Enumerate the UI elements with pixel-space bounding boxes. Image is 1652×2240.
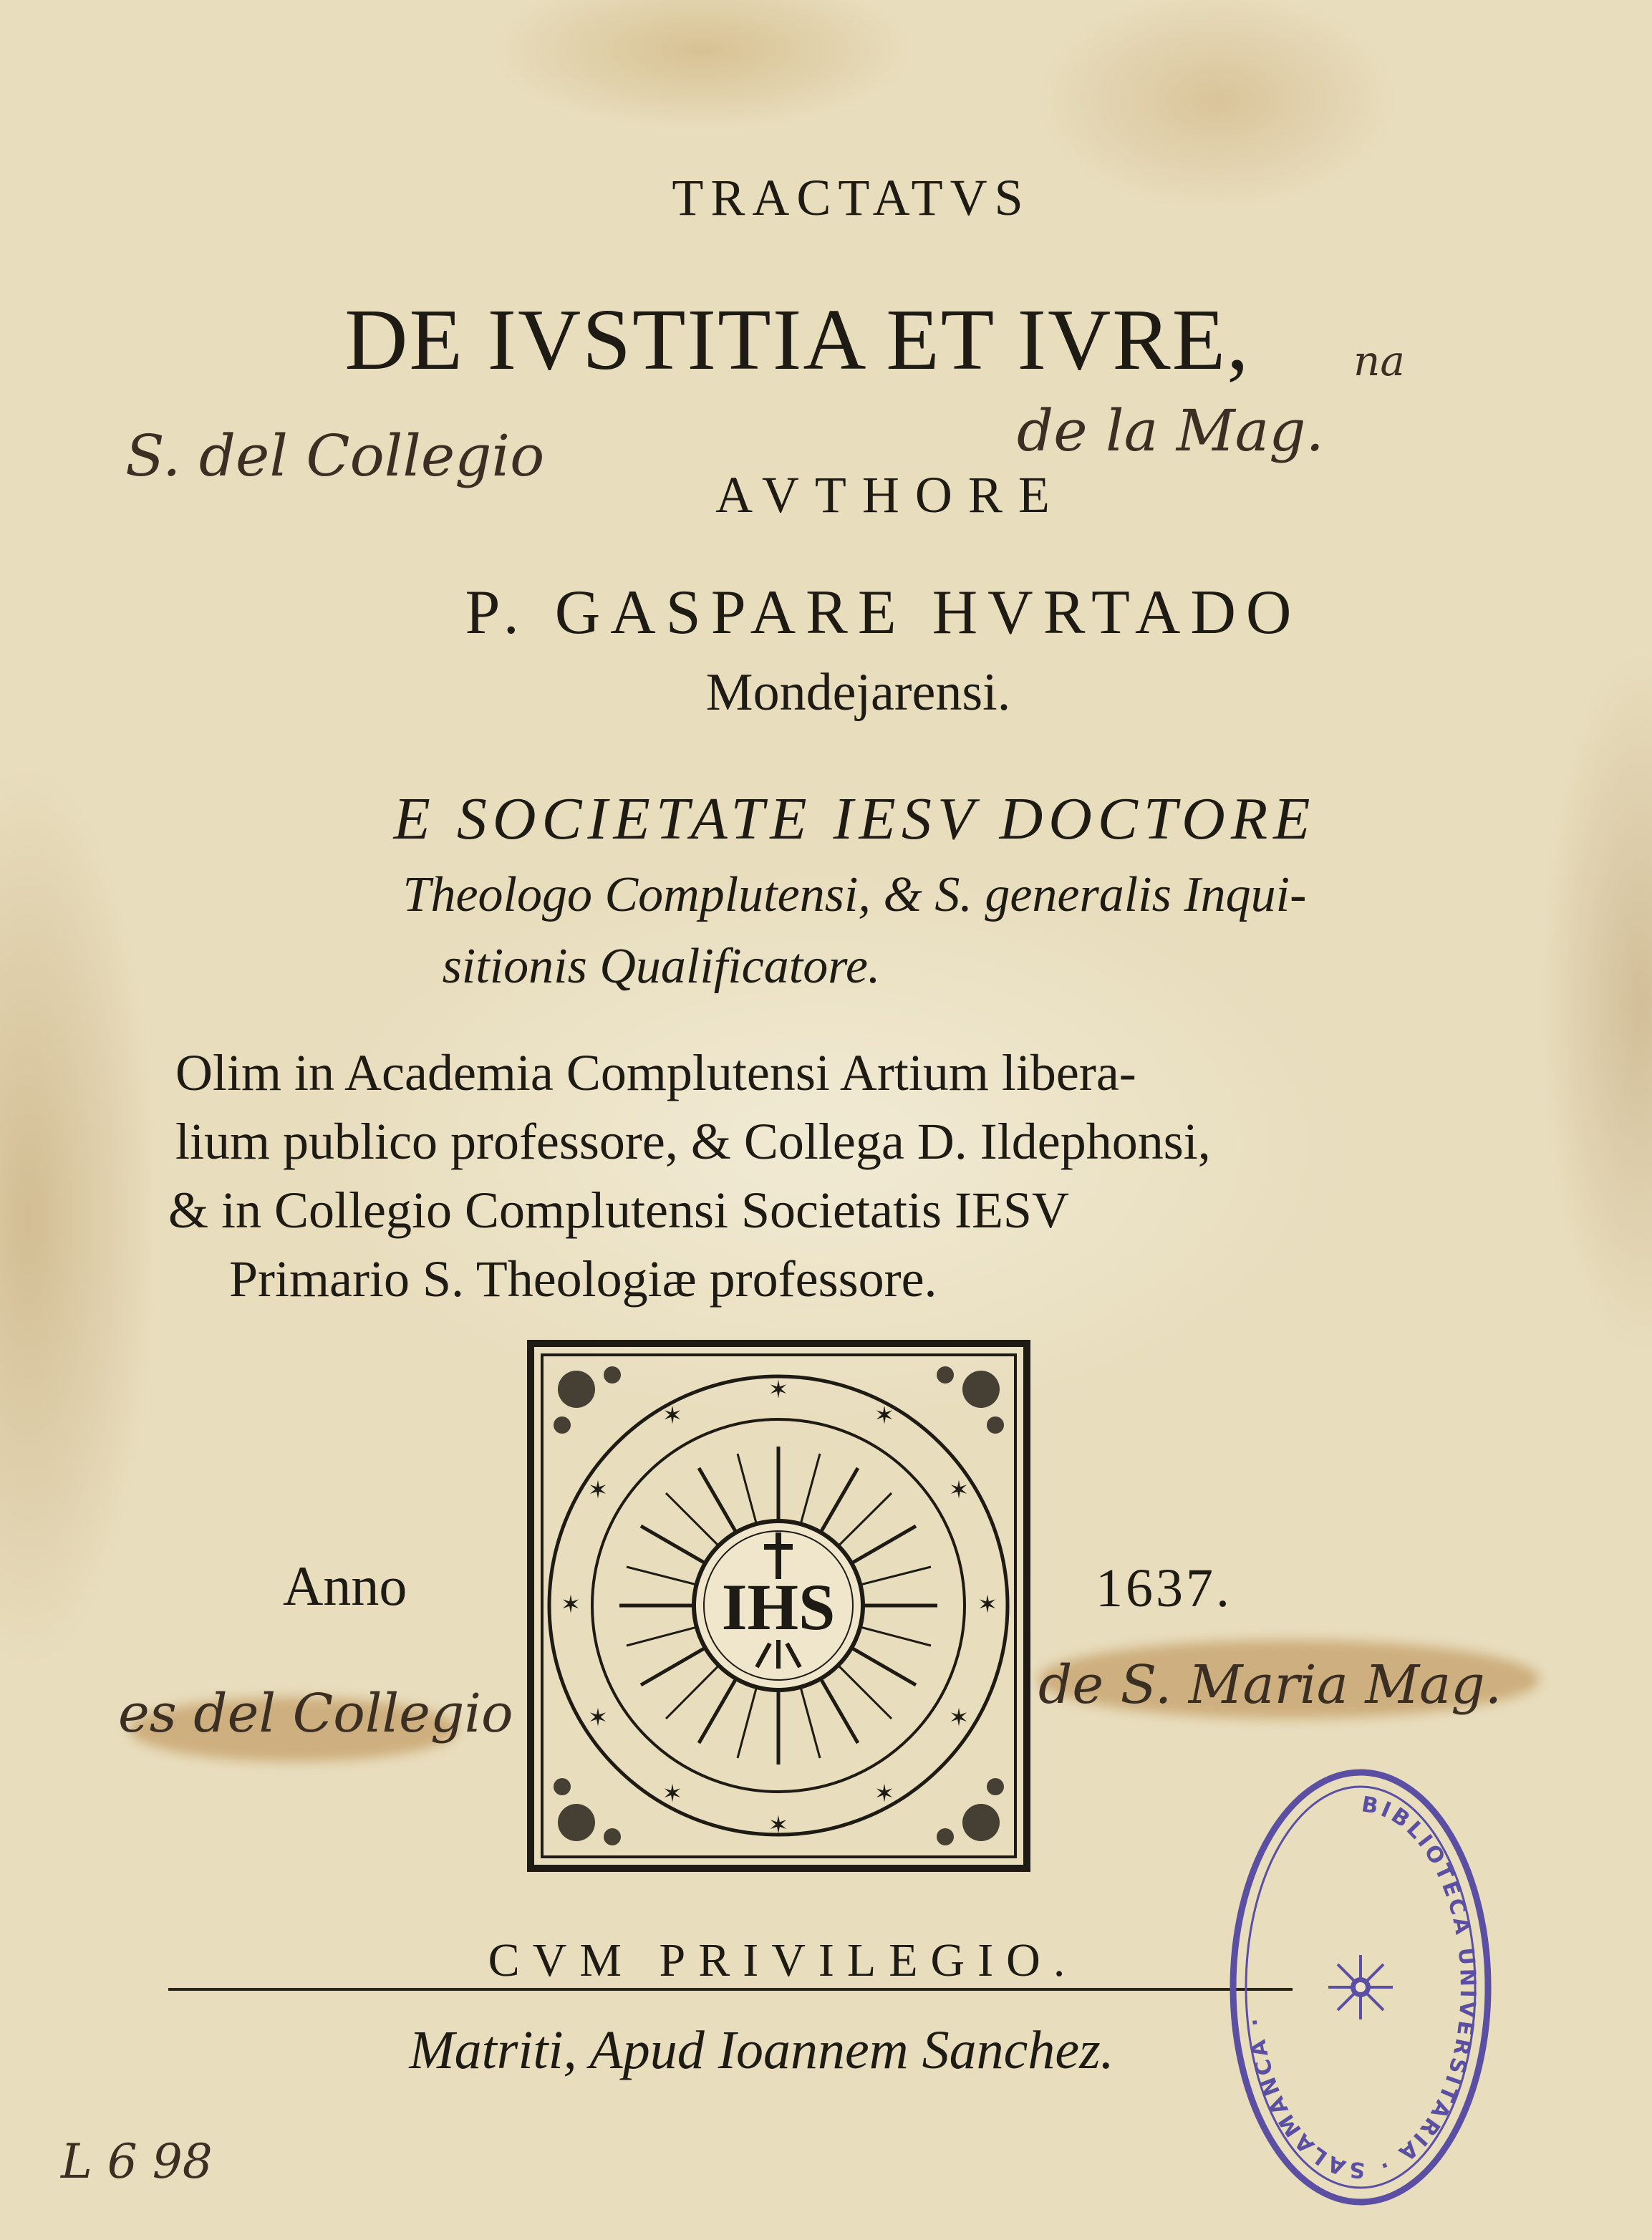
svg-text:✶: ✶	[948, 1477, 970, 1504]
ihs-emblem-icon	[526, 1339, 1031, 1873]
society-line: E SOCIETATE IESV DOCTORE	[393, 786, 1316, 852]
anno-label: Anno	[283, 1555, 407, 1617]
svg-text:✶: ✶	[874, 1403, 895, 1429]
manuscript-note: na	[1353, 337, 1405, 385]
ihs-monogram: IHS	[721, 1570, 836, 1643]
publication-year: 1637.	[1096, 1558, 1232, 1618]
svg-text:✶: ✶	[768, 1377, 789, 1404]
body-line: Primario S. Theologiæ professore.	[229, 1250, 937, 1308]
svg-text:✶: ✶	[874, 1781, 895, 1807]
body-line: & in Collegio Complutensi Societatis IESV	[168, 1182, 1069, 1239]
svg-text:✶: ✶	[768, 1812, 789, 1839]
svg-text:✶: ✶	[587, 1705, 609, 1732]
title-main: DE IVSTITIA ET IVRE,	[344, 291, 1250, 388]
body-line: Olim in Academia Complutensi Artium libera-	[175, 1044, 1136, 1101]
svg-text:✶: ✶	[977, 1592, 998, 1618]
theologian-line: Theologo Complutensi, & S. generalis Inqui-	[402, 867, 1307, 922]
manuscript-note: S. del Collegio	[125, 423, 545, 489]
body-line: lium publico professore, & Collega D. Ildephonsi,	[175, 1113, 1211, 1170]
svg-text:✶: ✶	[587, 1477, 609, 1504]
shelfmark-note: L 6 98	[61, 2134, 213, 2189]
author-name: P. GASPARE HVRTADO	[465, 578, 1302, 647]
divider-rule	[168, 1988, 1293, 1991]
svg-text:✶: ✶	[948, 1705, 970, 1732]
author-origin: Mondejarensi.	[705, 663, 1011, 722]
title-line-tractatus: TRACTATVS	[672, 169, 1030, 226]
stamp-text: BIBLIOTECA UNIVERSITARIA · SALAMANCA ·	[1242, 1792, 1481, 2183]
privilege-line: CVM PRIVILEGIO.	[488, 1934, 1078, 1986]
author-heading: AVTHORE	[715, 466, 1066, 523]
svg-text:✶: ✶	[560, 1592, 581, 1618]
imprint-line: Matriti, Apud Ioannem Sanchez.	[409, 2020, 1114, 2080]
manuscript-note: de la Mag.	[1017, 397, 1324, 464]
qualificator-line: sitionis Qualificatore.	[442, 939, 881, 994]
manuscript-note: de S. Maria Mag.	[1038, 1654, 1502, 1716]
manuscript-note: es del Collegio	[118, 1683, 513, 1744]
library-stamp-icon	[1221, 1754, 1500, 2220]
svg-text:✶: ✶	[662, 1403, 683, 1429]
svg-text:✶: ✶	[662, 1781, 683, 1807]
